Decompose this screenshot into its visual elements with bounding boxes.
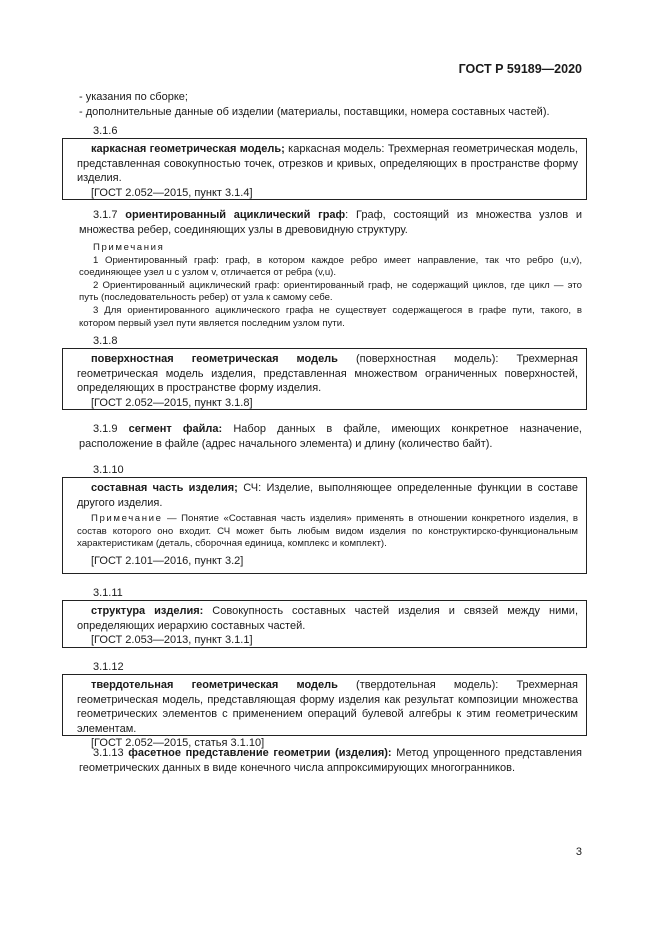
term-name: составная часть изделия; [91, 482, 238, 494]
term-definition: Метод упрощенного представления геометрических данных в виде конечного числа аппроксимирующих многогранников. [79, 747, 582, 774]
term-reference: [ГОСТ 2.053—2013, пункт 3.1.1] [91, 634, 253, 647]
term-number: 3.1.9 [93, 423, 118, 435]
notes-3-1-7 [79, 242, 582, 330]
note-label: Примечание [91, 513, 163, 525]
term-definition: Набор данных в файле, имеющих конкретное назначение, расположение в файле (адрес начального элемента) и длину (количество байт). [79, 423, 582, 450]
list-item: - указания по сборке; [79, 91, 188, 103]
term-definition: : Граф, состоящий из множества узлов и множества ребер, соединяющих узлы в древовидную структуру. [79, 209, 582, 236]
term-number-3-1-12: 3.1.12 [93, 661, 124, 673]
term-number-3-1-11: 3.1.11 [93, 587, 123, 599]
term-name: фасетное представление геометрии (изделия): [128, 747, 392, 759]
term-definition: каркасная модель: Трехмерная геометрическая модель, представленная совокупностью точек, отрезков и кривых, определяющих в пространстве форму изделия. [77, 143, 578, 185]
term-number: 3.1.13 [93, 747, 124, 759]
term-number-3-1-6: 3.1.6 [93, 125, 118, 137]
term-3-1-13 [79, 746, 582, 775]
term-3-1-9 [79, 422, 582, 451]
page-number: 3 [575, 846, 582, 858]
term-reference: [ГОСТ 2.052—2015, пункт 3.1.8] [91, 396, 253, 409]
term-3-1-7 [79, 208, 582, 237]
list-item: - дополнительные данные об изделии (материалы, поставщики, номера составных частей). [79, 105, 550, 118]
note-text: — Понятие «Составная часть изделия» применять в отношении конкретного изделия, в состав которого оно входит. СЧ может быть любым видом изделия по конструктирско-функциональным характеристикам (деталь, сборочная единица, комплекс и комплект). [77, 513, 578, 550]
standard-header: ГОСТ Р 59189—2020 [458, 62, 582, 76]
term-name: сегмент файла: [128, 423, 223, 435]
term-reference: [ГОСТ 2.101—2016, пункт 3.2] [91, 554, 244, 567]
term-number: 3.1.7 [93, 209, 118, 221]
term-definition: (поверхностная модель): Трехмерная геометрическая модель изделия, представленная множеством ограниченных поверхностей, определяющих в пространстве форму изделия. [77, 353, 578, 395]
term-reference: [ГОСТ 2.052—2015, статья 3.1.10] [91, 737, 265, 750]
term-box-3-1-11 [62, 600, 587, 648]
term-box-3-1-8 [62, 348, 587, 410]
note-item: 2 Ориентированный ациклический граф: ориентированный граф, не содержащий циклов, где цикл — это путь (последовательность ребер) от узла к самому себе. [79, 279, 582, 304]
term-number-3-1-10: 3.1.10 [93, 464, 124, 476]
term-box-3-1-6 [62, 138, 587, 200]
intro-list [79, 90, 582, 119]
term-definition: (твердотельная модель): Трехмерная геометрическая модель, представляющая форму изделия как результат композиции множества геометрических элементов с применением операций булевой алгебры к этим геометрическим элементам. [77, 679, 579, 735]
note-item: 1 Ориентированный граф: граф, в котором каждое ребро имеет направление, так что ребро (u,v), соединяющее узел u с узлом v, отличается от ребра (v,u). [79, 254, 582, 279]
term-definition: СЧ: Изделие, выполняющее определенные функции в составе другого изделия. [77, 482, 578, 509]
term-box-3-1-12 [62, 674, 587, 750]
term-name: каркасная геометрическая модель; [91, 143, 285, 155]
notes-title: Примечания [93, 242, 165, 253]
term-name: ориентированный ациклический граф [125, 209, 346, 221]
term-box-3-1-10 [62, 477, 587, 574]
term-number-3-1-8: 3.1.8 [93, 335, 118, 347]
term-name: поверхностная геометрическая модель [91, 353, 338, 365]
term-reference: [ГОСТ 2.052—2015, пункт 3.1.4] [91, 186, 253, 199]
note-item: 3 Для ориентированного ациклического графа не существует содержащегося в графе пути, такого, в котором первый узел пути является последним узлом пути. [79, 304, 582, 329]
term-name: структура изделия: [91, 605, 204, 617]
term-name: твердотельная геометрическая модель [91, 679, 338, 691]
term-definition: Совокупность составных частей изделия и связей между ними, определяющих иерархию составных частей. [77, 605, 578, 632]
